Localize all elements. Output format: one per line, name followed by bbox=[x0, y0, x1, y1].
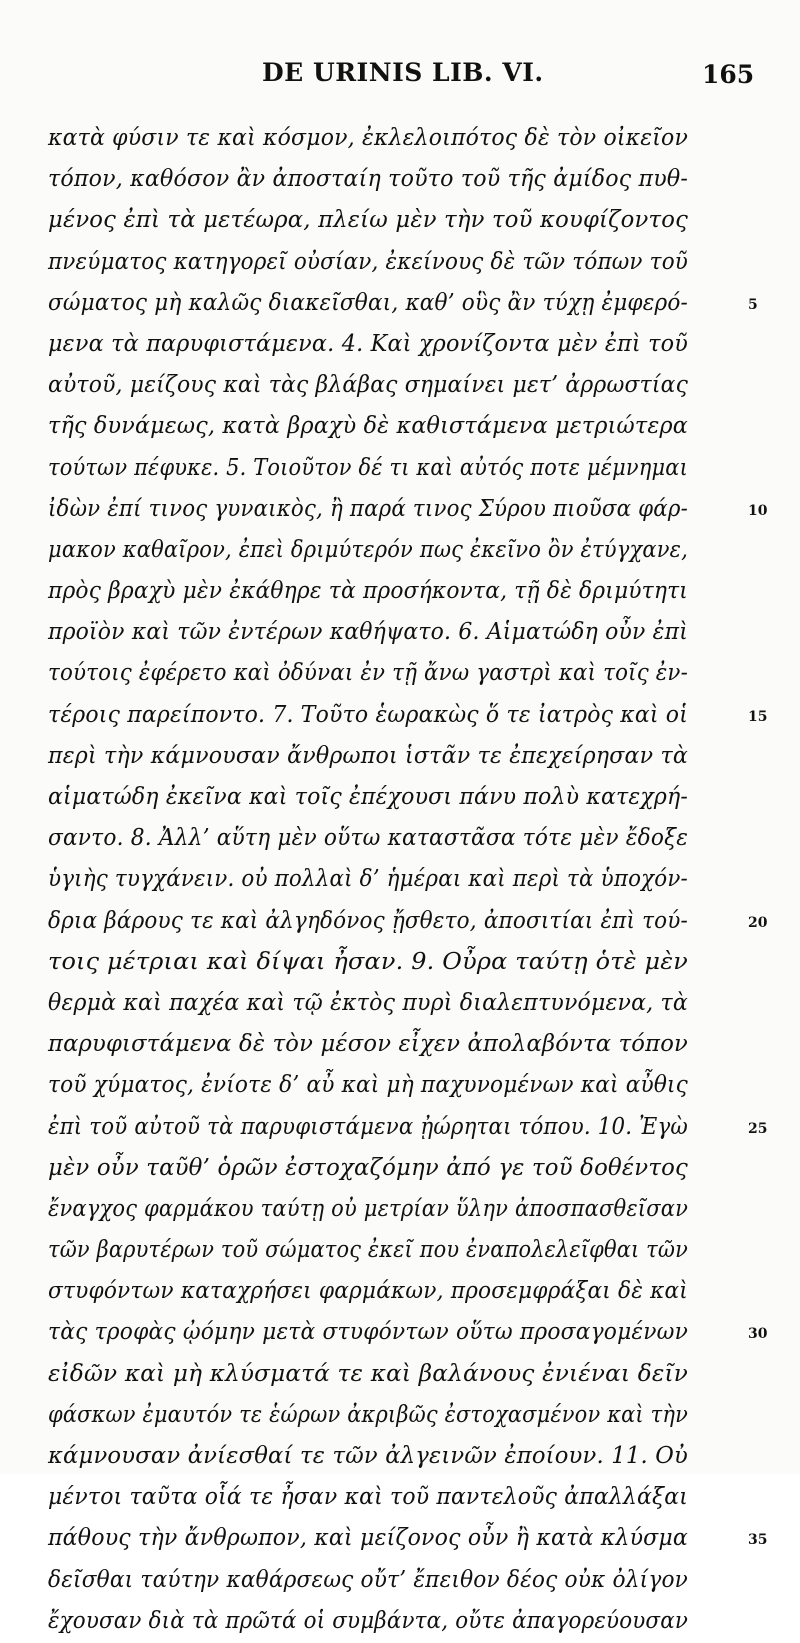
line-text: εἰδῶν καὶ μὴ κλύσματά τε καὶ βαλάνους ἐνιέναι δεῖν bbox=[48, 1360, 688, 1387]
text-line bbox=[48, 736, 778, 777]
line-text: φάσκων ἐμαυτόν τε ἑώρων ἀκριβῶς ἐστοχασμένον καὶ τὴν bbox=[48, 1401, 689, 1428]
text-line bbox=[48, 1354, 778, 1395]
line-number: 5 bbox=[748, 296, 758, 313]
line-text: τοις μέτριαι καὶ δίψαι ἦσαν. 9. Οὖρα ταύτῃ ὁτὲ μὲν bbox=[48, 948, 689, 975]
text-line bbox=[48, 489, 778, 530]
line-text: ἔχουσαν διὰ τὰ πρῶτά οἱ συμβάντα, οὔτε ἀπαγορεύουσαν bbox=[48, 1607, 689, 1634]
line-number: 15 bbox=[748, 708, 768, 725]
text-line bbox=[48, 406, 778, 447]
line-text: τὰς τροφὰς ᾠόμην μετὰ στυφόντων οὕτω προσαγομένων bbox=[48, 1319, 689, 1346]
line-number: 30 bbox=[748, 1326, 768, 1343]
text-line bbox=[48, 1518, 778, 1559]
text-line bbox=[48, 1560, 778, 1601]
line-text: στυφόντων καταχρήσει φαρμάκων, προσεμφράξαι δὲ καὶ bbox=[48, 1278, 688, 1305]
line-number: 20 bbox=[748, 914, 768, 931]
text-line bbox=[48, 1477, 778, 1518]
line-text: δεῖσθαι ταύτην καθάρσεως οὔτ’ ἔπειθον δέος οὐκ ὀλίγον bbox=[48, 1566, 689, 1593]
greek-text-body bbox=[48, 118, 778, 1642]
line-number: 25 bbox=[748, 1120, 768, 1137]
text-line bbox=[48, 1601, 778, 1642]
text-line bbox=[48, 448, 778, 489]
line-text: ἰδὼν ἐπί τινος γυναικὸς, ἢ παρά τινος Σύρου πιοῦσα φάρ- bbox=[48, 495, 688, 522]
text-line bbox=[48, 612, 778, 653]
text-line bbox=[48, 1148, 778, 1189]
text-line bbox=[48, 818, 778, 859]
line-text: μὲν οὖν ταῦθ’ ὁρῶν ἐστοχαζόμην ἀπό γε τοῦ δοθέντος bbox=[48, 1154, 688, 1181]
line-text: τῆς δυνάμεως, κατὰ βραχὺ δὲ καθιστάμενα μετριώτερα bbox=[48, 413, 688, 440]
text-line bbox=[48, 200, 778, 241]
line-text: αἱματώδη ἐκεῖνα καὶ τοῖς ἐπέχουσι πάνυ πολὺ κατεχρή- bbox=[48, 784, 688, 810]
text-line bbox=[48, 1189, 778, 1230]
line-text: κάμνουσαν ἀνίεσθαί τε τῶν ἀλγεινῶν ἐποίουν. 11. Οὐ bbox=[48, 1443, 688, 1469]
text-line bbox=[48, 1312, 778, 1353]
text-line bbox=[48, 118, 778, 159]
text-line bbox=[48, 1436, 778, 1477]
line-text: ἔναγχος φαρμάκου ταύτῃ οὐ μετρίαν ὕλην ἀποσπασθεῖσαν bbox=[48, 1195, 689, 1222]
line-text: περὶ τὴν κάμνουσαν ἄνθρωποι ἱστᾶν τε ἐπεχείρησαν τὰ bbox=[48, 742, 688, 769]
line-text: σαντο. 8. Ἀλλ’ αὕτη μὲν οὕτω καταστᾶσα τότε μὲν ἔδοξε bbox=[48, 825, 689, 852]
text-line bbox=[48, 859, 778, 900]
line-text: δρια βάρους τε καὶ ἀλγηδόνος ᾔσθετο, ἀποσιτίαι ἐπὶ τού- bbox=[48, 907, 688, 934]
text-line bbox=[48, 1107, 778, 1148]
text-line bbox=[48, 530, 778, 571]
line-text: αὐτοῦ, μείζους καὶ τὰς βλάβας σημαίνει μετ’ ἀρρωστίας bbox=[48, 372, 689, 399]
text-line bbox=[48, 1271, 778, 1312]
line-text: σώματος μὴ καλῶς διακεῖσθαι, καθ’ οὓς ἂν τύχῃ ἐμφερό- bbox=[48, 289, 688, 316]
text-line bbox=[48, 159, 778, 200]
text-line bbox=[48, 1395, 778, 1436]
line-text: τοῦ χύματος, ἐνίοτε δ’ αὖ καὶ μὴ παχυνομένων καὶ αὖθις bbox=[48, 1072, 688, 1099]
line-text: προϊὸν καὶ τῶν ἐντέρων καθήψατο. 6. Αἱματώδη οὖν ἐπὶ bbox=[48, 619, 688, 646]
line-text: ὑγιὴς τυγχάνειν. οὐ πολλαὶ δ’ ἡμέραι καὶ περὶ τὰ ὑποχόν- bbox=[48, 866, 688, 893]
line-text: μένος ἐπὶ τὰ μετέωρα, πλείω μὲν τὴν τοῦ κουφίζοντος bbox=[48, 207, 688, 234]
text-line bbox=[48, 901, 778, 942]
line-text: πνεύματος κατηγορεῖ οὐσίαν, ἐκείνους δὲ τῶν τόπων τοῦ bbox=[48, 248, 689, 275]
text-line bbox=[48, 324, 778, 365]
line-text: μέντοι ταῦτα οἷά τε ἦσαν καὶ τοῦ παντελοῦς ἀπαλλάξαι bbox=[48, 1484, 688, 1511]
text-line bbox=[48, 571, 778, 612]
text-line bbox=[48, 653, 778, 694]
line-text: κατὰ φύσιν τε καὶ κόσμον, ἐκλελοιπότος δὲ τὸν οἰκεῖον bbox=[48, 125, 689, 151]
line-text: μακον καθαῖρον, ἐπεὶ δριμύτερόν πως ἐκεῖνο ὂν ἐτύγχανε, bbox=[48, 536, 688, 563]
line-number: 35 bbox=[748, 1532, 768, 1549]
line-text: πρὸς βραχὺ μὲν ἐκάθηρε τὰ προσήκοντα, τῇ δὲ δριμύτητι bbox=[48, 578, 689, 605]
text-line bbox=[48, 695, 778, 736]
text-line bbox=[48, 1230, 778, 1271]
line-text: τούτοις ἐφέρετο καὶ ὀδύναι ἐν τῇ ἄνω γαστρὶ καὶ τοῖς ἐν- bbox=[48, 660, 688, 687]
running-head: DE URINIS LIB. VI. bbox=[262, 58, 544, 87]
page-number: 165 bbox=[702, 60, 755, 89]
line-text: πάθους τὴν ἄνθρωπον, καὶ μείζονος οὖν ἢ κατὰ κλύσμα bbox=[48, 1525, 689, 1552]
text-line bbox=[48, 242, 778, 283]
text-line bbox=[48, 1065, 778, 1106]
text-line bbox=[48, 283, 778, 324]
text-line bbox=[48, 777, 778, 818]
line-text: τόπον, καθόσον ἂν ἀποσταίη τοῦτο τοῦ τῆς ἀμίδος πυθ- bbox=[48, 166, 688, 193]
text-line bbox=[48, 983, 778, 1024]
text-line bbox=[48, 365, 778, 406]
page-header bbox=[0, 58, 800, 98]
text-line bbox=[48, 1024, 778, 1065]
text-line bbox=[48, 942, 778, 983]
line-text: μενα τὰ παρυφιστάμενα. 4. Καὶ χρονίζοντα μὲν ἐπὶ τοῦ bbox=[48, 330, 689, 357]
line-text: τούτων πέφυκε. 5. Τοιοῦτον δέ τι καὶ αὐτός ποτε μέμνημαι bbox=[48, 454, 688, 481]
line-text: ἐπὶ τοῦ αὐτοῦ τὰ παρυφιστάμενα ᾐώρηται τόπου. 10. Ἐγὼ bbox=[48, 1113, 688, 1140]
line-number: 10 bbox=[748, 502, 768, 519]
line-text: τῶν βαρυτέρων τοῦ σώματος ἐκεῖ που ἐναπολελεῖφθαι τῶν bbox=[48, 1237, 688, 1264]
line-text: θερμὰ καὶ παχέα καὶ τῷ ἐκτὸς πυρὶ διαλεπτυνόμενα, τὰ bbox=[48, 989, 689, 1016]
line-text: παρυφιστάμενα δὲ τὸν μέσον εἶχεν ἀπολαβόντα τόπον bbox=[48, 1031, 688, 1058]
line-text: τέροις παρείποντο. 7. Τοῦτο ἑωρακὼς ὅ τε ἰατρὸς καὶ οἱ bbox=[48, 701, 688, 728]
